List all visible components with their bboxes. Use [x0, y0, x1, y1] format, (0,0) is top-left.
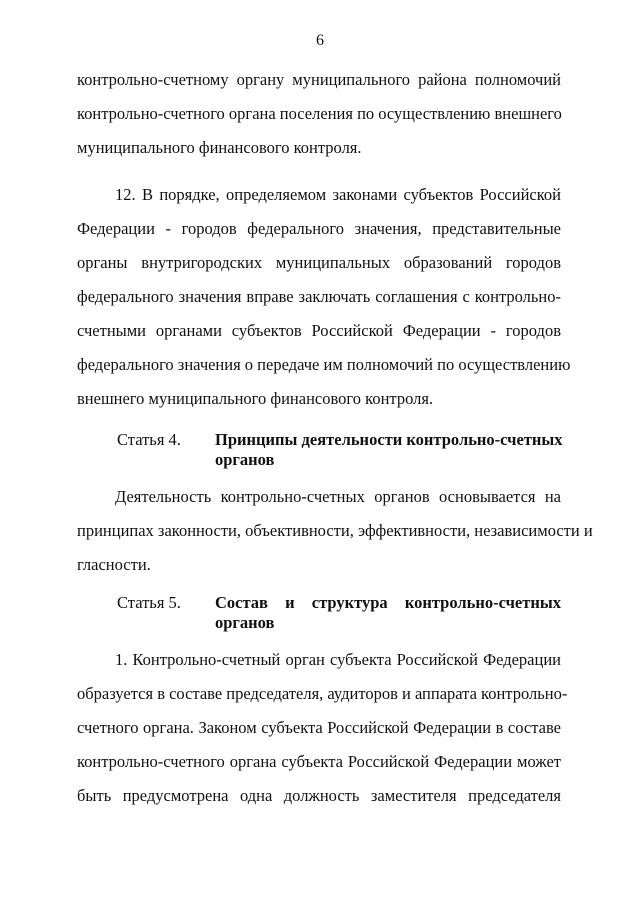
article-title-line: органов [215, 613, 275, 632]
text-line: счетными органами субъектов Российской Федерации - городов [77, 321, 561, 340]
text-line: образуется в составе председателя, аудиторов и аппарата контрольно- [77, 684, 568, 703]
page-number: 6 [316, 32, 324, 49]
paragraph-principles [77, 480, 593, 582]
text-line: муниципального финансового контроля. [77, 138, 362, 157]
article-title-line: Состав и структура контрольно-счетных [215, 593, 561, 612]
text-line: контрольно-счетного органа поселения по осуществлению внешнего [77, 104, 562, 123]
article-label: Статья 4. [117, 430, 181, 449]
paragraph-item-12 [77, 178, 571, 416]
text-line: гласности. [77, 555, 151, 574]
article-title [215, 593, 561, 633]
article-4-heading [117, 430, 561, 474]
text-line: Деятельность контрольно-счетных органов основывается на [115, 487, 561, 506]
text-line: внешнего муниципального финансового контроля. [77, 389, 434, 408]
text-line: Федерации - городов федерального значения, представительные [77, 219, 561, 238]
article-title-line: органов [215, 450, 275, 469]
text-line: контрольно-счетному органу муниципального района полномочий [77, 70, 561, 89]
article-label: Статья 5. [117, 593, 181, 612]
text-line: быть предусмотрена одна должность заместителя председателя [77, 786, 561, 805]
article-title [215, 430, 561, 470]
text-line: 1. Контрольно-счетный орган субъекта Российской Федерации [115, 650, 561, 669]
text-line: федерального значения о передаче им полномочий по осуществлению [77, 355, 571, 374]
text-line: 12. В порядке, определяемом законами субъектов Российской [115, 185, 561, 204]
text-line: федерального значения вправе заключать соглашения с контрольно- [77, 287, 561, 306]
text-line: контрольно-счетного органа субъекта Российской Федерации может [77, 752, 561, 771]
article-title-line: Принципы деятельности контрольно-счетных [215, 430, 563, 449]
text-line: органы внутригородских муниципальных образований городов [77, 253, 561, 272]
text-line: счетного органа. Законом субъекта Российской Федерации в составе [77, 718, 561, 737]
paragraph-continuation [77, 63, 561, 165]
text-line: принципах законности, объективности, эффективности, независимости и [77, 521, 593, 540]
article-5-heading [117, 593, 561, 637]
paragraph-item-1 [77, 643, 568, 813]
